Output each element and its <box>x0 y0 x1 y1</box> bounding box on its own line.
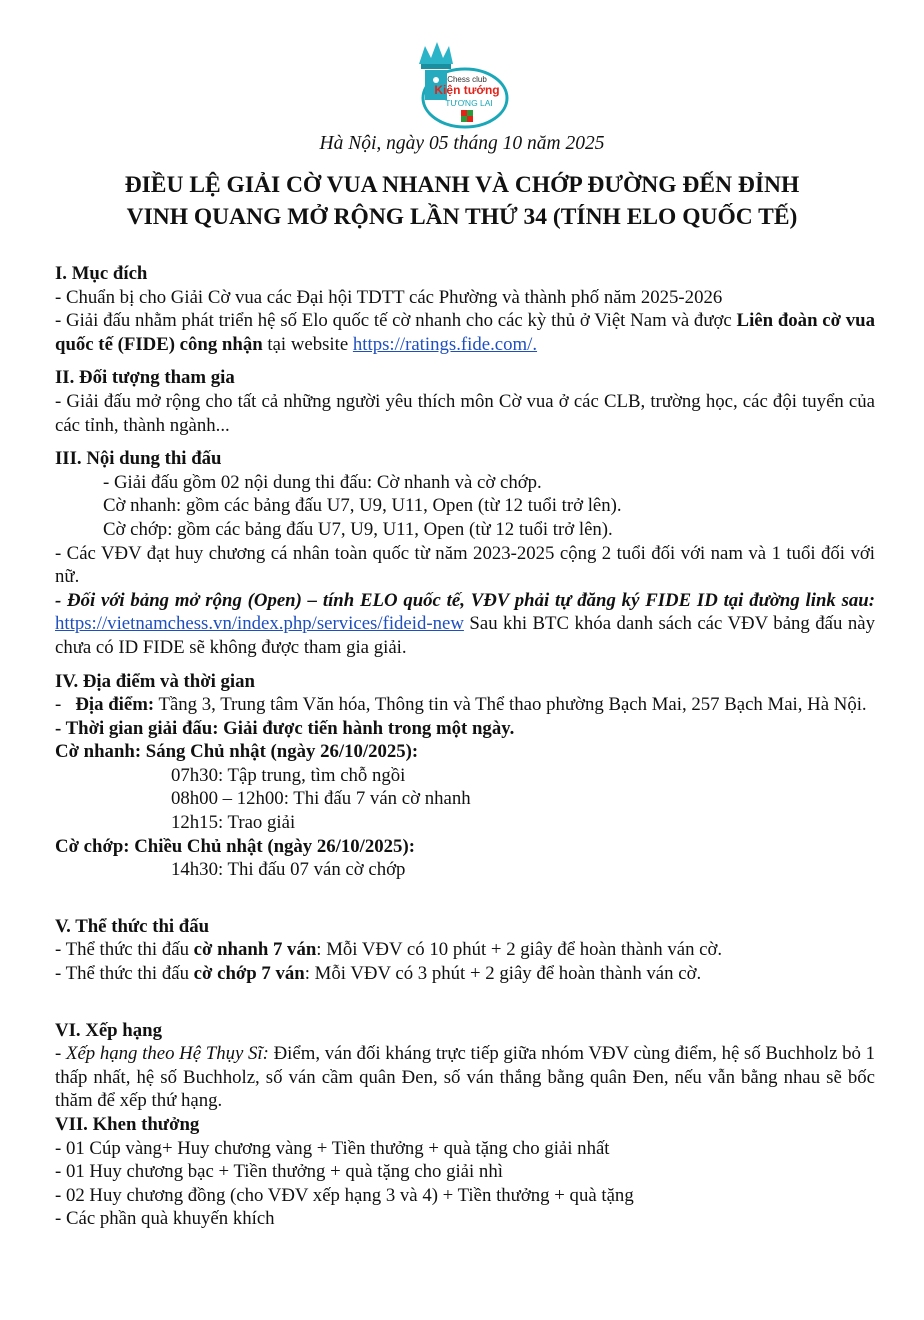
fide-id-registration-link[interactable]: https://vietnamchess.vn/index.php/services/fideid-new <box>55 613 464 635</box>
section-4-heading: IV. Địa điểm và thời gian <box>55 670 255 692</box>
section-3-line-5: - Đối với bảng mở rộng (Open) – tính ELO quốc tế, VĐV phải tự đăng ký FIDE ID tại đường link sau: https://vietnamchess.vn/index.php/services/fideid-new Sau khi BTC khóa danh sách các VĐV bảng đấu này chưa có ID FIDE sẽ không được tham gia giải. <box>55 589 875 658</box>
section-4-time-line: - Thời gian giải đấu: Giải được tiến hành trong một ngày. <box>55 717 515 739</box>
logo-top-text: Chess club <box>447 75 487 84</box>
blitz-schedule-heading: Cờ chớp: Chiều Chủ nhật (ngày 26/10/2025): <box>55 835 415 857</box>
section-2-line-1: - Giải đấu mở rộng cho tất cả những người yêu thích môn Cờ vua ở các CLB, trường học, các đội tuyển của các tỉnh, thành ngành... <box>55 390 875 436</box>
award-item: - 01 Cúp vàng+ Huy chương vàng + Tiền thưởng + quà tặng cho giải nhất <box>55 1137 610 1159</box>
section-3-line-1: - Giải đấu gồm 02 nội dung thi đấu: Cờ nhanh và cờ chớp. <box>103 471 542 493</box>
section-6-heading: VI. Xếp hạng <box>55 1019 162 1041</box>
rapid-schedule-item: 07h30: Tập trung, tìm chỗ ngồi <box>171 764 406 786</box>
section-5-heading: V. Thể thức thi đấu <box>55 915 210 937</box>
rapid-schedule-heading: Cờ nhanh: Sáng Chủ nhật (ngày 26/10/2025): <box>55 741 419 763</box>
logo-sub-text: TƯƠNG LAI <box>445 98 493 108</box>
section-3-line-4: - Các VĐV đạt huy chương cá nhân toàn quốc từ năm 2023-2025 cộng 2 tuổi đối với nam và 1 tuổi đối với nữ. <box>55 542 875 588</box>
section-3-line-2: Cờ nhanh: gồm các bảng đấu U7, U9, U11, Open (từ 12 tuổi trở lên). <box>103 495 622 517</box>
title-line-1: ĐIỀU LỆ GIẢI CỜ VUA NHANH VÀ CHỚP ĐƯỜNG ĐẾN ĐỈNH <box>124 172 800 198</box>
title-line-2: VINH QUANG MỞ RỘNG LẦN THỨ 34 (TÍNH ELO QUỐC TẾ) <box>126 204 798 230</box>
award-item: - 01 Huy chương bạc + Tiền thưởng + quà tặng cho giải nhì <box>55 1161 503 1183</box>
rapid-schedule-item: 12h15: Trao giải <box>171 812 296 834</box>
section-1-line-2: - Giải đấu nhằm phát triển hệ số Elo quốc tế cờ nhanh cho các kỳ thủ ở Việt Nam và được Liên đoàn cờ vua quốc tế (FIDE) công nhận tại website https://ratings.fide.com/. <box>55 310 876 355</box>
section-3-heading: III. Nội dung thi đấu <box>55 448 222 470</box>
fide-ratings-link[interactable]: https://ratings.fide.com/. <box>352 333 538 355</box>
section-5-line-1: - Thể thức thi đấu cờ nhanh 7 ván: Mỗi VĐV có 10 phút + 2 giây để hoàn thành ván cờ. <box>55 939 723 961</box>
section-1-line-1: - Chuẩn bị cho Giải Cờ vua các Đại hội TDTT các Phường và thành phố năm 2025-2026 <box>55 286 723 308</box>
award-item: - Các phần quà khuyến khích <box>55 1208 275 1230</box>
chessboard-icon <box>461 110 473 122</box>
dateline: Hà Nội, ngày 05 tháng 10 năm 2025 <box>319 133 605 154</box>
section-1-heading: I. Mục đích <box>55 263 148 284</box>
section-6-line-1: - Xếp hạng theo Hệ Thụy Sĩ: Điểm, ván đối kháng trực tiếp giữa nhóm VĐV cùng điểm, hệ số Buchholz bỏ 1 thấp nhất, hệ số Buchholz, số ván cầm quân Đen, số ván thắng bằng quân Đen, nếu vẫn bằng nhau sẽ bốc thăm để xếp thứ hạng. <box>55 1043 875 1112</box>
blitz-schedule-item: 14h30: Thi đấu 07 ván cờ chớp <box>171 859 406 881</box>
section-7-heading: VII. Khen thưởng <box>55 1114 200 1135</box>
rapid-schedule-item: 08h00 – 12h00: Thi đấu 7 ván cờ nhanh <box>171 788 471 810</box>
section-4-venue: - Địa điểm: Tầng 3, Trung tâm Văn hóa, Thông tin và Thể thao phường Bạch Mai, 257 Bạch Mai, Hà Nội. <box>55 694 867 716</box>
logo-main-text: Kiện tướng <box>434 83 500 97</box>
section-2-heading: II. Đối tượng tham gia <box>55 367 235 389</box>
chess-club-logo <box>415 40 511 130</box>
award-item: - 02 Huy chương đồng (cho VĐV xếp hạng 3 và 4) + Tiền thưởng + quà tặng <box>55 1184 634 1206</box>
document-body <box>55 262 875 1231</box>
section-3-line-3: Cờ chớp: gồm các bảng đấu U7, U9, U11, Open (từ 12 tuổi trở lên). <box>103 518 613 540</box>
section-5-line-2: - Thể thức thi đấu cờ chớp 7 ván: Mỗi VĐV có 3 phút + 2 giây để hoàn thành ván cờ. <box>55 963 702 985</box>
